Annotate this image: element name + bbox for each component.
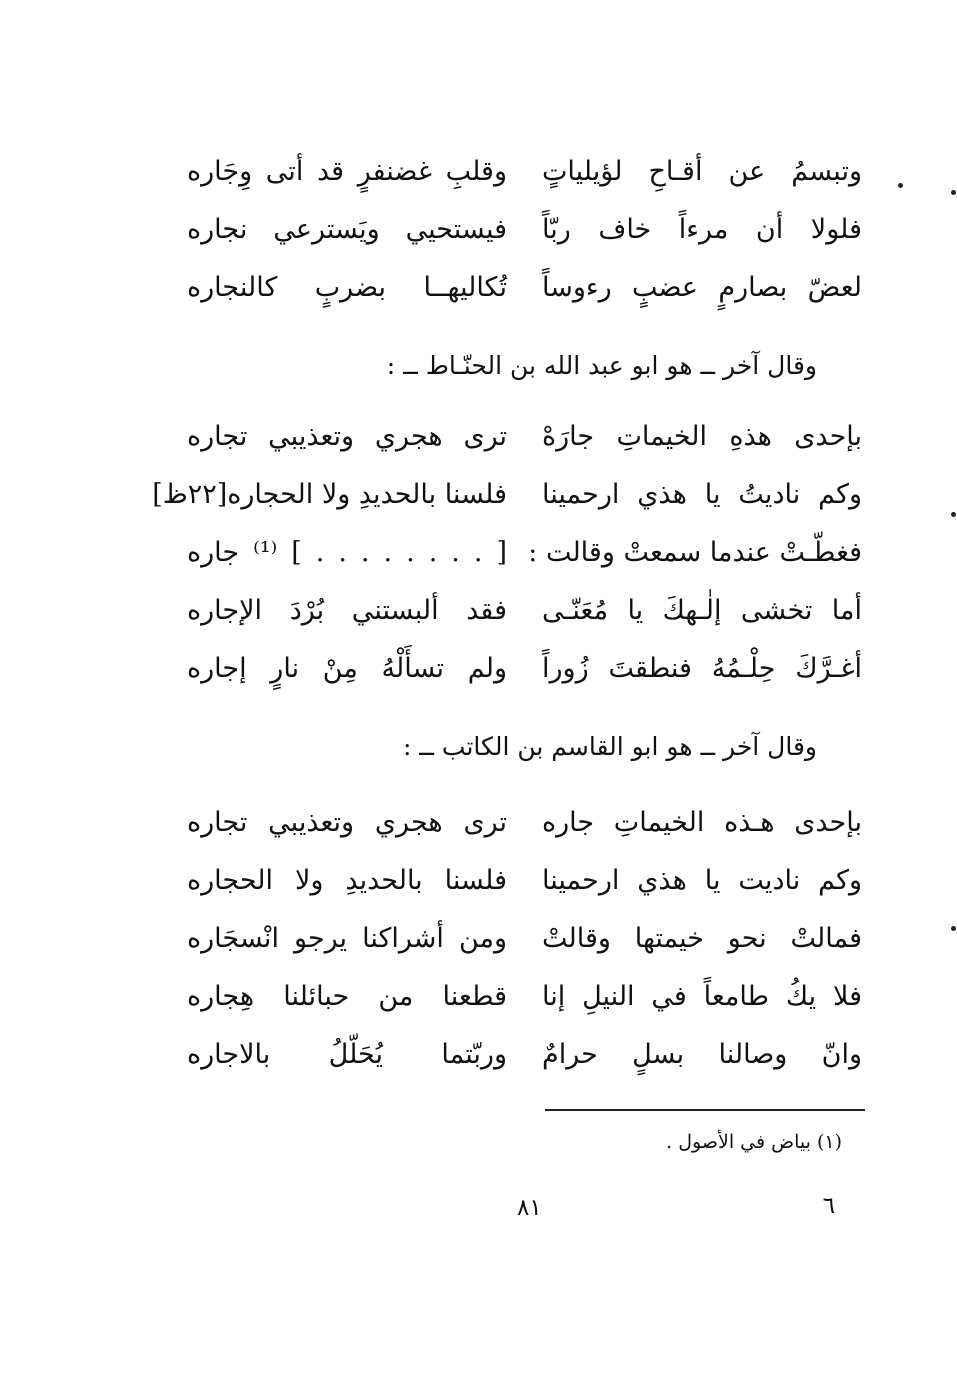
first-hemistich: لعضّ بصارمٍ عضبٍ رءوساً [542,272,862,303]
scan-speck [951,190,956,195]
first-hemistich: وتبسمُ عن أقـاحِ لؤيلياتٍ [542,156,862,187]
verse-line [152,469,862,521]
first-hemistich: فغطّـتْ عندما سمعتْ وقالت : [528,537,862,568]
verse-line [187,585,862,637]
verse-line [187,204,862,256]
verse-line [187,1029,862,1081]
second-hemistich: فلسنا بالحديدِ ولا الحجاره [187,865,507,896]
poem-introduction: وقال آخر ــ هو ابو عبد الله بن الحنّـاط ــ : [386,351,817,380]
verse-line [187,146,862,198]
scan-speck [898,183,903,188]
first-hemistich: فمالتْ نحو خيمتها وقالتْ [542,923,862,954]
verse-line [187,797,862,849]
second-hemistich: ترى هجري وتعذيبي تجاره [187,421,507,452]
first-hemistich: وكم ناديتُ يا هذي ارحمينا [542,479,862,510]
second-hemistich: قطعنا من حبائلنا هِجاره [187,981,507,1012]
first-hemistich: بإحدى هـذه الخيماتِ جاره [542,807,862,838]
first-hemistich: أغـرَّكَ حِلْـمُهُ فنطقتَ زُوراً [542,653,862,684]
first-hemistich: أما تخشى إلٰـهكَ يا مُعَنّـى [542,595,862,626]
first-hemistich: فلا يكُ طامعاً في النيلِ إنا [542,981,862,1012]
verse-line [187,643,862,695]
poem-introduction: وقال آخر ــ هو ابو القاسم بن الكاتب ــ : [402,732,817,761]
second-hemistich: فلسنا بالحديدِ ولا الحجاره[٢٢ظ] [152,479,507,510]
second-hemistich: وربّتما يُحَلّلُ بالاجاره [187,1039,507,1070]
verse-line [187,855,862,907]
first-hemistich: بإحدى هذهِ الخيماتِ جارَهْ [542,421,862,452]
second-hemistich: تُكاليهــا بضربٍ كالنجاره [187,272,507,303]
verse-line [187,971,862,1023]
footnote-divider [545,1109,865,1111]
first-hemistich: وكم ناديت يا هذي ارحمينا [542,865,862,896]
second-hemistich: وقلبِ غضنفرٍ قد أتى وِجَاره [187,156,507,187]
verse-line [187,262,862,314]
signature-mark: ٦ [822,1193,835,1219]
first-hemistich: فلولا أن مرءاً خاف ربّاً [542,214,862,245]
verse-line [187,527,862,579]
verse-line [187,913,862,965]
scan-speck [951,512,956,517]
verse-line [187,411,862,463]
second-hemistich: ومن أشراكنا يرجو انْسجَاره [187,923,507,954]
second-hemistich: [ . . . . . . . . ] ⁽¹⁾ جاره [187,537,507,568]
scan-speck [951,926,956,931]
footnote: (١) بياض في الأصول . [666,1131,842,1153]
second-hemistich: ترى هجري وتعذيبي تجاره [187,807,507,838]
second-hemistich: ولم تسأَلْهُ مِنْ نارٍ إجاره [187,653,507,684]
second-hemistich: فيستحيي ويَسترعي نجاره [187,214,507,245]
page-number: ٨١ [517,1195,542,1221]
first-hemistich: وانّ وصالنا بسلٍ حرامٌ [542,1039,862,1070]
second-hemistich: فقد ألبستني بُرْدَ الإجاره [187,595,507,626]
